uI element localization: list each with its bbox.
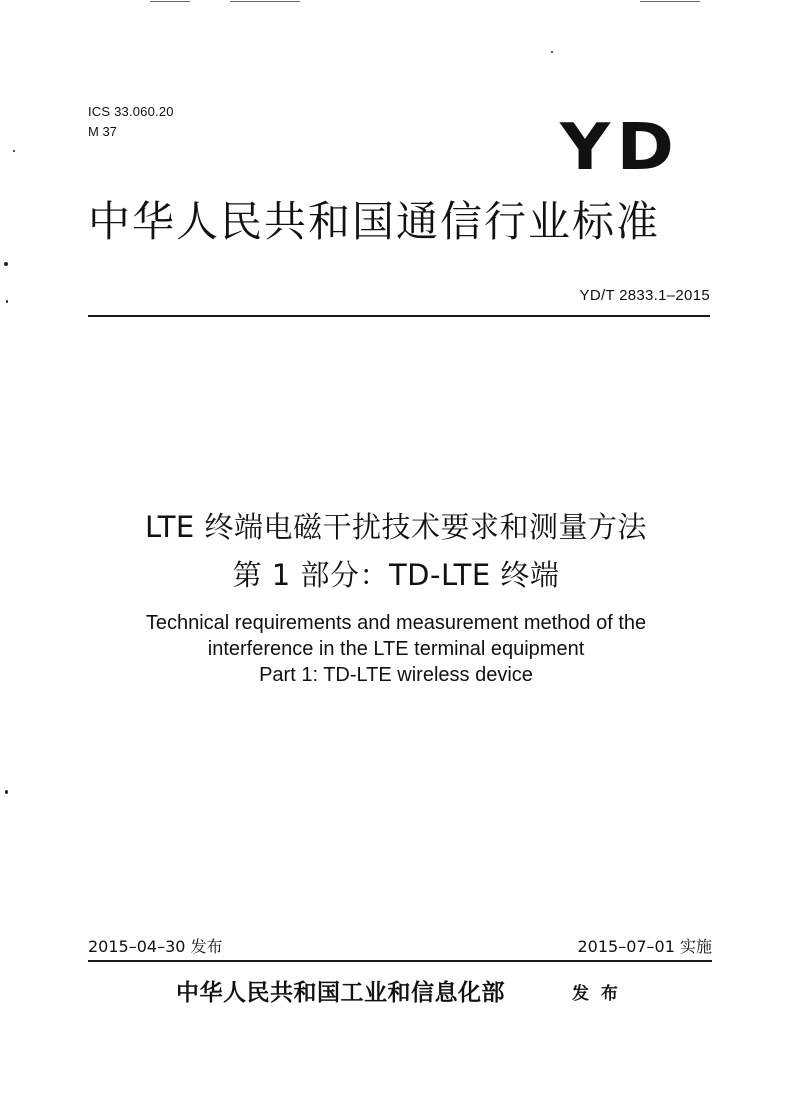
issue-date: 2015–04–30 发布 <box>88 937 223 956</box>
scan-speck <box>5 790 8 794</box>
header-divider <box>88 315 710 317</box>
ics-code: ICS 33.060.20 <box>88 104 174 119</box>
industry-standard-title: 中华人民共和国通信行业标准 <box>88 197 661 246</box>
standard-number: YD/T 2833.1–2015 <box>579 287 710 304</box>
scan-edge-mark <box>150 1 190 2</box>
scan-edge-mark <box>640 1 700 2</box>
scan-speck <box>551 51 553 53</box>
scan-edge-mark <box>230 1 300 2</box>
english-title-line-1: Technical requirements and measurement method of the <box>145 612 647 634</box>
chinese-title-line-2: 第 1 部分：TD-LTE 终端 <box>232 558 560 592</box>
issue-label: 发 布 <box>572 984 618 1004</box>
scan-speck <box>13 150 15 152</box>
category-code: M 37 <box>88 124 117 139</box>
issuing-authority: 中华人民共和国工业和信息化部 <box>176 979 505 1006</box>
english-title-line-2: interference in the LTE terminal equipment <box>207 638 585 660</box>
scan-speck <box>6 300 8 303</box>
scan-speck <box>4 262 8 266</box>
yd-logo: YD <box>560 111 681 185</box>
implementation-date: 2015–07–01 实施 <box>577 937 712 956</box>
chinese-title-line-1: LTE 终端电磁干扰技术要求和测量方法 <box>145 510 647 544</box>
english-title-line-3: Part 1: TD-LTE wireless device <box>259 664 533 686</box>
footer-divider <box>88 960 712 962</box>
